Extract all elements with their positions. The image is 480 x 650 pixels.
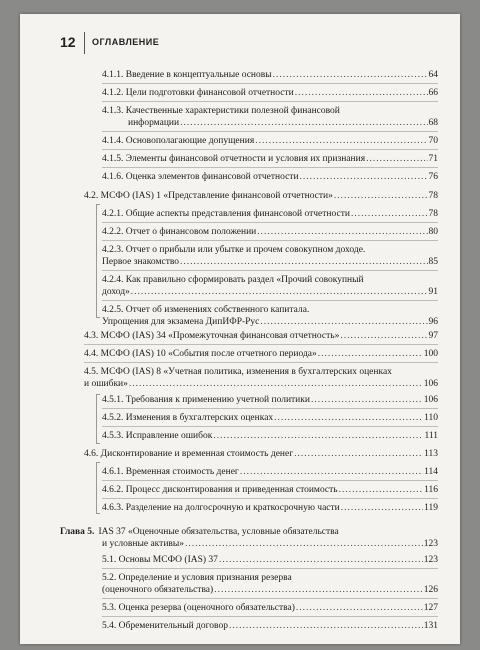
section-bracket (96, 204, 100, 318)
toc-entry-page: 113 (424, 449, 438, 459)
toc-entry-title: IAS 37 «Оценочные обязательства, условные обязательства (98, 527, 339, 537)
separator (102, 149, 438, 150)
toc-entry[interactable] (102, 412, 438, 424)
toc-entry[interactable] (84, 348, 438, 360)
toc-entry[interactable] (102, 620, 438, 632)
toc-entry-page: 126 (423, 585, 438, 595)
toc-entry[interactable] (102, 554, 438, 566)
toc-entry-title: 4.1.6. Оценка элементов финансовой отчетности (102, 172, 299, 182)
separator (102, 616, 438, 617)
toc-entry-page: 91 (428, 287, 438, 297)
toc-entry-title: 4.5.3. Исправление ошибок (102, 431, 213, 441)
toc-entry[interactable] (102, 171, 438, 183)
toc-entry-title: 4.6.1. Временная стоимость денег (102, 467, 239, 477)
separator (84, 344, 438, 345)
toc-entry-page: 85 (428, 257, 438, 267)
toc-entry-page: 123 (423, 555, 438, 565)
separator (102, 568, 438, 569)
toc-entry[interactable] (102, 208, 438, 220)
separator (84, 362, 438, 363)
toc-entry-title: 5.1. Основы МСФО (IAS) 37 (102, 555, 218, 565)
toc-entry-title: 4.4. МСФО (IAS) 10 «События после отчетного периода» (84, 349, 317, 359)
separator (102, 426, 438, 427)
toc-entry-title: 4.2.3. Отчет о прибыли или убытке и прочем совокупном доходе. (102, 245, 366, 255)
toc-entry[interactable] (84, 366, 438, 390)
toc-entry[interactable] (102, 304, 438, 328)
toc-entry-title-cont: информации (128, 118, 180, 128)
toc-entry[interactable] (84, 330, 438, 342)
toc-entry-title-cont: и ошибки» (84, 379, 128, 389)
toc-entry[interactable] (102, 274, 438, 298)
toc-chapter-entry[interactable] (60, 526, 438, 550)
page-number: 12 (60, 34, 76, 50)
separator (102, 83, 438, 84)
toc-entry-page: 96 (428, 317, 438, 327)
toc-entry-page: 110 (424, 413, 438, 423)
separator (102, 270, 438, 271)
toc-entry-title: 4.1.4. Основополагающие допущения (102, 136, 255, 146)
book-page (20, 14, 460, 644)
toc-entry[interactable] (102, 430, 438, 442)
toc-entry-page: 123 (423, 539, 438, 549)
toc-entry-title: 4.6.2. Процесс дисконтирования и приведенная стоимость (102, 485, 338, 495)
toc-entry[interactable] (102, 226, 438, 238)
toc-entry-page: 106 (423, 395, 438, 405)
toc-entry-page: 68 (428, 118, 438, 128)
toc-entry[interactable] (102, 105, 438, 129)
toc-entry[interactable] (102, 244, 438, 268)
toc-entry[interactable] (102, 572, 438, 596)
toc-entry[interactable] (102, 466, 438, 478)
toc-entry-title-cont: Упрощения для экзамена ДипИФР-Рус (102, 317, 260, 327)
toc-entry[interactable] (102, 484, 438, 496)
toc-entry-page: 76 (428, 172, 438, 182)
toc-entry[interactable] (102, 502, 438, 514)
toc-entry-page: 116 (424, 485, 438, 495)
toc-entry-page: 100 (423, 349, 438, 359)
toc-entry-title: 4.5.2. Изменения в бухгалтерских оценках (102, 413, 274, 423)
toc-entry[interactable] (102, 87, 438, 99)
toc-entry-page: 64 (428, 70, 438, 80)
toc-entry-title-cont: Первое знакомство (102, 257, 180, 267)
section-bracket (96, 394, 100, 444)
separator (102, 300, 438, 301)
toc-entry-page: 78 (428, 191, 438, 201)
toc-entry-title: 4.3. МСФО (IAS) 34 «Промежуточная финансовая отчетность» (84, 331, 340, 341)
separator (102, 131, 438, 132)
toc-entry-page: 71 (428, 154, 438, 164)
toc-entry-page: 106 (423, 379, 438, 389)
separator (102, 222, 438, 223)
toc-entry-title: 4.1.2. Цели подготовки финансовой отчетности (102, 88, 294, 98)
toc-entry-page: 114 (424, 467, 438, 477)
toc-entry[interactable] (102, 394, 438, 406)
section-bracket (96, 462, 100, 514)
toc-entry-title-cont: и условные активы» (102, 539, 185, 549)
running-title: ОГЛАВЛЕНИЕ (92, 37, 160, 47)
separator (102, 240, 438, 241)
toc-entry-title: 4.2.1. Общие аспекты представления финансовой отчетности (102, 209, 350, 219)
toc-entry-title: 4.2. МСФО (IAS) 1 «Представление финансовой отчетности» (84, 191, 333, 201)
toc-entry[interactable] (102, 135, 438, 147)
separator (102, 408, 438, 409)
toc-entry-page: 111 (424, 431, 438, 441)
chapter-label: Глава 5. (60, 527, 95, 537)
toc-entry-title: 5.2. Определение и условия признания резерва (102, 573, 292, 583)
toc-entry-page: 66 (428, 88, 438, 98)
toc-entry[interactable] (102, 602, 438, 614)
toc-entry-page: 97 (428, 331, 438, 341)
toc-entry-title: 4.1.5. Элементы финансовой отчетности и условия их признания (102, 154, 366, 164)
separator (102, 101, 438, 102)
toc-entry-title-cont: (оценочного обязательства) (102, 585, 214, 595)
toc-entry-page: 119 (424, 503, 438, 513)
toc-entry[interactable] (102, 69, 438, 81)
toc-entry-title: 4.1.3. Качественные характеристики полезной финансовой (102, 106, 340, 116)
separator (102, 498, 438, 499)
toc-entry[interactable] (102, 153, 438, 165)
toc-entry-title: 4.2.2. Отчет о финансовом положении (102, 227, 257, 237)
toc-entry-title: 4.1.1. Введение в концептуальные основы (102, 70, 272, 80)
toc-entry-title: 4.5. МСФО (IAS) 8 «Учетная политика, изменения в бухгалтерских оценках (84, 367, 392, 377)
toc-entry-title: 5.4. Обременительный договор (102, 621, 228, 631)
separator (102, 480, 438, 481)
toc-entry[interactable] (84, 190, 438, 202)
table-of-contents (20, 14, 460, 644)
toc-entry-title: 5.3. Оценка резерва (оценочного обязательства) (102, 603, 295, 613)
toc-entry-title: 4.6.3. Разделение на долгосрочную и краткосрочную части (102, 503, 340, 513)
separator (102, 598, 438, 599)
toc-entry-page: 78 (428, 209, 438, 219)
toc-entry-page: 127 (423, 603, 438, 613)
toc-entry-page: 131 (423, 621, 438, 631)
toc-entry-title: 4.2.4. Как правильно сформировать раздел «Прочий совокупный (102, 275, 364, 285)
toc-entry-title: 4.6. Дисконтирование и временная стоимость денег (84, 449, 294, 459)
toc-entry-title: 4.2.5. Отчет об изменениях собственного капитала. (102, 305, 310, 315)
toc-entry[interactable] (84, 448, 438, 460)
toc-entry-title: 4.5.1. Требования к применению учетной политики (102, 395, 310, 405)
toc-entry-page: 80 (428, 227, 438, 237)
separator (102, 167, 438, 168)
toc-entry-page: 70 (428, 136, 438, 146)
toc-entry-title-cont: доход» (102, 287, 130, 297)
